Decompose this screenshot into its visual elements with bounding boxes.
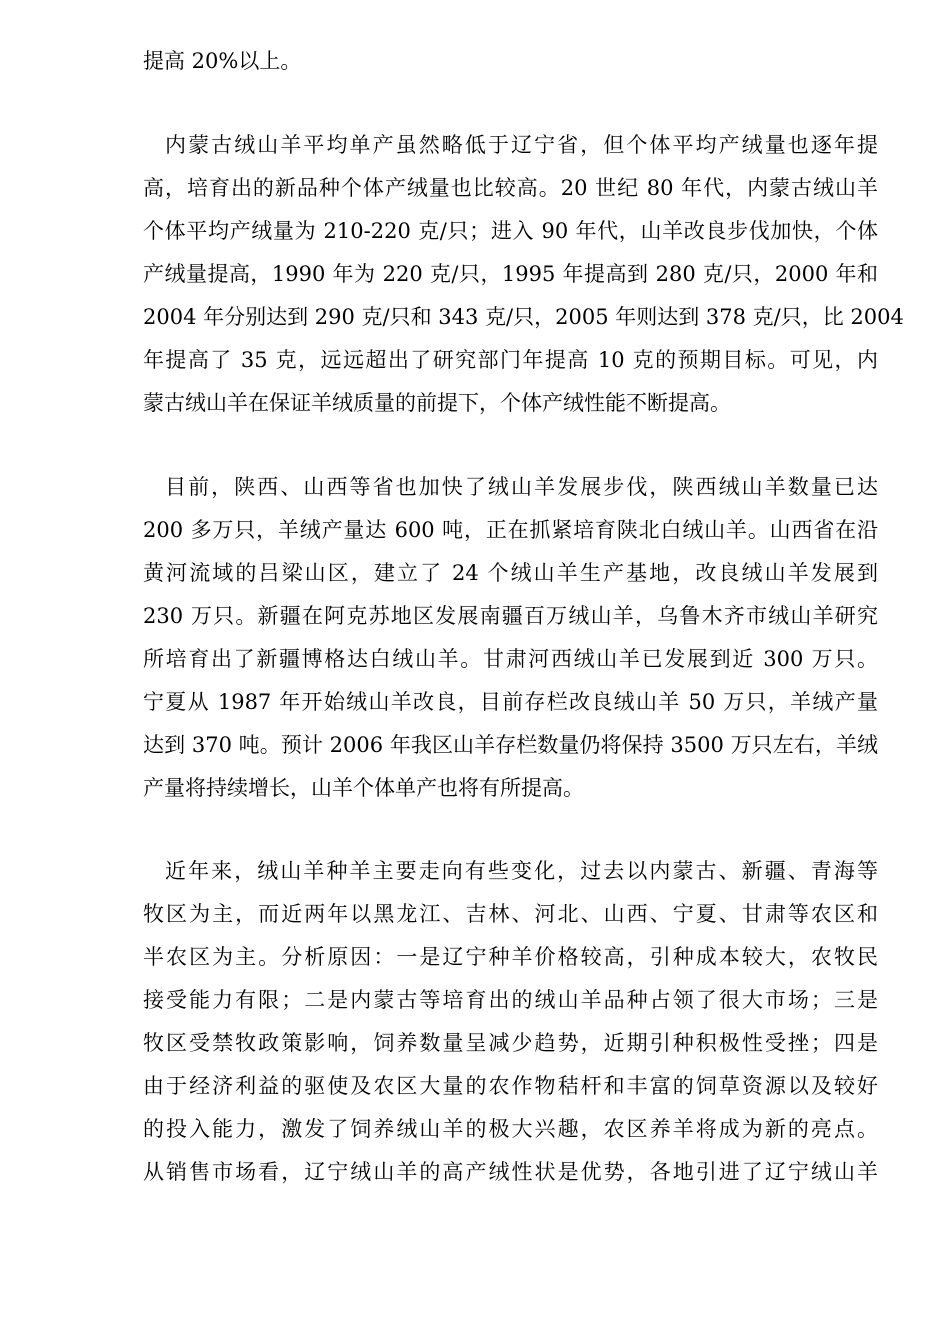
- paragraph-line: 产绒量提高，1990 年为 220 克/只，1995 年提高到 280 克/只，2000 年和: [143, 262, 878, 286]
- paragraph-line: 年提高了 35 克，远远超出了研究部门年提高 10 克的预期目标。可见，内: [143, 348, 878, 372]
- paragraph-line: 牧区为主，而近两年以黑龙江、吉林、河北、山西、宁夏、甘肃等农区和: [143, 902, 878, 926]
- paragraph-line: 产量将持续增长，山羊个体单产也将有所提高。: [143, 776, 584, 800]
- paragraph-line: 达到 370 吨。预计 2006 年我区山羊存栏数量仍将保持 3500 万只左右，羊绒: [143, 733, 878, 757]
- paragraph-line: 提高 20%以上。: [143, 49, 302, 73]
- paragraph-line: 牧区受禁牧政策影响，饲养数量呈减少趋势，近期引种积极性受挫；四是: [143, 1031, 878, 1055]
- paragraph-line: 内蒙古绒山羊平均单产虽然略低于辽宁省，但个体平均产绒量也逐年提: [165, 133, 878, 157]
- paragraph-line: 230 万只。新疆在阿克苏地区发展南疆百万绒山羊，乌鲁木齐市绒山羊研究: [143, 604, 878, 628]
- paragraph-other-provinces: [143, 466, 878, 810]
- paragraph-line: 所培育出了新疆博格达白绒山羊。甘肃河西绒山羊已发展到近 300 万只。: [143, 647, 878, 671]
- paragraph-line: 由于经济利益的驱使及农区大量的农作物秸杆和丰富的饲草资源以及较好: [143, 1074, 878, 1098]
- paragraph-line: 蒙古绒山羊在保证羊绒质量的前提下，个体产绒性能不断提高。: [143, 391, 731, 415]
- paragraph-inner-mongolia: [143, 124, 904, 425]
- paragraph-line: 从销售市场看，辽宁绒山羊的高产绒性状是优势，各地引进了辽宁绒山羊: [143, 1160, 878, 1184]
- paragraph-continuation: [143, 40, 878, 83]
- paragraph-line: 近年来，绒山羊种羊主要走向有些变化，过去以内蒙古、新疆、青海等: [165, 859, 878, 883]
- paragraph-line: 高，培育出的新品种个体产绒量也比较高。20 世纪 80 年代，内蒙古绒山羊: [143, 176, 878, 200]
- paragraph-line: 宁夏从 1987 年开始绒山羊改良，目前存栏改良绒山羊 50 万只，羊绒产量: [143, 690, 878, 714]
- paragraph-line: 接受能力有限；二是内蒙古等培育出的绒山羊品种占领了很大市场；三是: [143, 988, 878, 1012]
- paragraph-breeding-trends: [143, 850, 878, 1194]
- paragraph-line: 目前，陕西、山西等省也加快了绒山羊发展步伐，陕西绒山羊数量已达: [165, 475, 878, 499]
- paragraph-line: 2004 年分别达到 290 克/只和 343 克/只，2005 年则达到 378 克/只，比 2004: [143, 305, 904, 329]
- paragraph-line: 黄河流域的吕梁山区，建立了 24 个绒山羊生产基地，改良绒山羊发展到: [143, 561, 878, 585]
- paragraph-line: 个体平均产绒量为 210-220 克/只；进入 90 年代，山羊改良步伐加快，个体: [143, 219, 878, 243]
- paragraph-line: 的投入能力，激发了饲养绒山羊的极大兴趣，农区养羊将成为新的亮点。: [143, 1117, 878, 1141]
- paragraph-line: 200 多万只，羊绒产量达 600 吨，正在抓紧培育陕北白绒山羊。山西省在沿: [143, 518, 878, 542]
- paragraph-line: 半农区为主。分析原因：一是辽宁种羊价格较高，引种成本较大，农牧民: [143, 945, 878, 969]
